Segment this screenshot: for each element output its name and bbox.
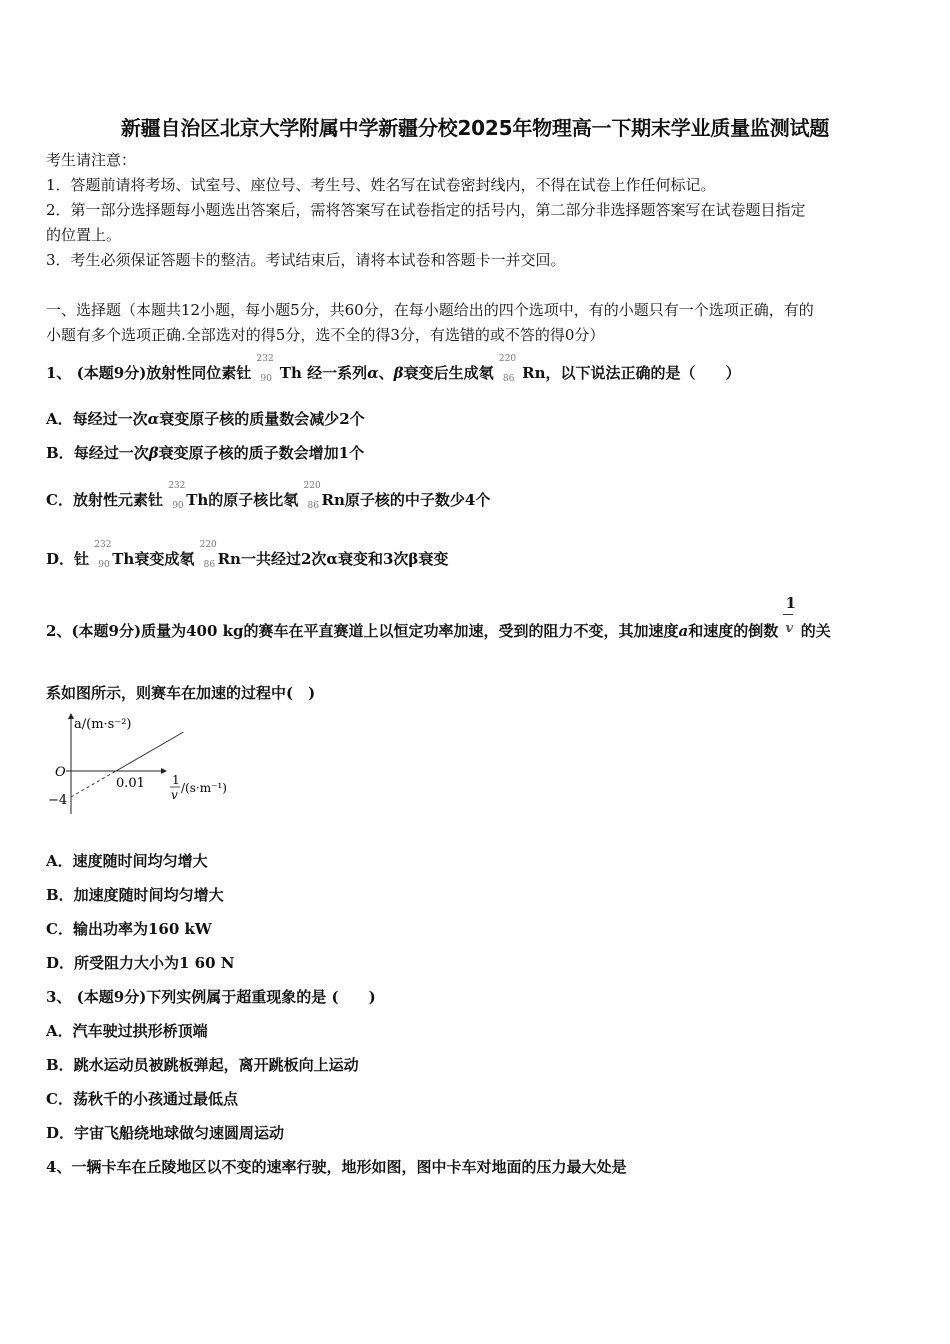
notice-item-2-cont: 的位置上。: [46, 226, 122, 244]
beta-symbol: β: [393, 364, 404, 382]
separator: 、: [378, 364, 394, 382]
acceleration-symbol: a: [678, 622, 689, 640]
thorium-nuclide: 232 90: [168, 481, 186, 511]
notice-heading: 考生请注意：: [46, 151, 137, 169]
question-4-stem: 4、一辆卡车在丘陵地区以不变的速率行驶，地形如图，图中卡车对地面的压力最大处是: [46, 1158, 627, 1176]
option-c: C．放射性元素钍 232 90 Th的原子核比氡 220 86 Rn原子核的中子数少4个: [46, 481, 491, 511]
question-3-stem: 3、 (本题9分)下列实例属于超重现象的是 ( ): [46, 988, 376, 1006]
x-axis-label-denominator: v: [171, 788, 178, 802]
notice-item-1: 1．答题前请将考场、试室号、座位号、考生号、姓名写在试卷密封线内，不得在试卷上作任何标记。: [46, 176, 716, 194]
question-1-stem: [46, 354, 908, 384]
reciprocal-velocity-fraction: $\frac{1}{v}$: [785, 594, 796, 636]
question-number: 1、: [46, 364, 72, 382]
element-symbol: Th: [279, 364, 302, 382]
section-instructions-cont: 小题有多个选项正确.全部选对的得5分，选不全的得3分，有选错的或不答的得0分）: [46, 326, 605, 344]
notice-item-2: 2．第一部分选择题每小题选出答案后，需将答案写在试卷指定的括号内，第二部分非选择题答案写在试卷题目指定: [46, 201, 806, 219]
element-symbol: Rn: [522, 364, 546, 382]
notice-item-3: 3．考生必须保证答题卡的整洁。考试结束后，请将本试卷和答题卡一并交回。: [46, 251, 566, 269]
radon-nuclide: 220 86: [199, 540, 217, 570]
option-a: A．每经过一次α衰变原子核的质量数会减少2个: [46, 410, 365, 428]
section-instructions: 一、选择题（本题共12小题，每小题5分，共60分，在每小题给出的四个选项中，有的小题只有一个选项正确，有的: [46, 301, 814, 319]
question-text: (本题9分)放射性同位素钍: [76, 364, 252, 382]
data-line: [116, 732, 184, 771]
alpha-symbol: α: [367, 364, 379, 382]
radon-nuclide: 220 86: [303, 481, 321, 511]
radon-nuclide: 220 86: [498, 354, 517, 384]
exam-title: 新疆自治区北京大学附属中学新疆分校2025年物理高一下期末学业质量监测试题: [120, 116, 830, 140]
question-2-stem-cont: 系如图所示，则赛车在加速的过程中( ): [46, 684, 316, 702]
acceleration-vs-reciprocal-velocity-graph: [44, 710, 244, 820]
origin-label: O: [55, 765, 66, 780]
y-axis-label: a/(m·s⁻²): [74, 717, 132, 732]
option-b: B．跳水运动员被跳板弹起，离开跳板向上运动: [46, 1056, 359, 1074]
option-a: A．速度随时间均匀增大: [46, 852, 208, 870]
option-d: D．所受阻力大小为1 60 N: [46, 954, 235, 972]
question-text: 衰变后生成氡: [403, 364, 494, 382]
question-2-stem: 2、(本题9分)质量为400 kg的赛车在平直赛道上以恒定功率加速，受到的阻力不变，其加速度a和速度的倒数 $\frac{1}{v}$ 的关: [46, 594, 831, 640]
option-d: D．钍 232 90 Th衰变成氡 220 86 Rn一共经过2次α衰变和3次β衰变: [46, 540, 449, 570]
option-c: C．荡秋千的小孩通过最低点: [46, 1090, 238, 1108]
x-axis-label-numerator: 1: [172, 773, 180, 787]
y-tick-label: −4: [48, 793, 68, 808]
x-axis-label-unit: /(s·m⁻¹): [181, 781, 227, 795]
option-b: B．每经过一次β衰变原子核的质子数会增加1个: [46, 444, 365, 462]
thorium-nuclide: 232 90: [94, 540, 112, 570]
thorium-nuclide: 232 90: [256, 354, 274, 384]
option-b: B．加速度随时间均匀增大: [46, 886, 224, 904]
option-a: A．汽车驶过拱形桥顶端: [46, 1022, 208, 1040]
question-text: 经一系列: [307, 364, 368, 382]
question-text: ，以下说法正确的是（ ）: [545, 364, 741, 382]
option-d: D．宇宙飞船绕地球做匀速圆周运动: [46, 1124, 285, 1142]
x-tick-label: 0.01: [116, 776, 145, 791]
dashed-extension-line: [71, 771, 116, 797]
option-c: C．输出功率为160 kW: [46, 920, 212, 938]
